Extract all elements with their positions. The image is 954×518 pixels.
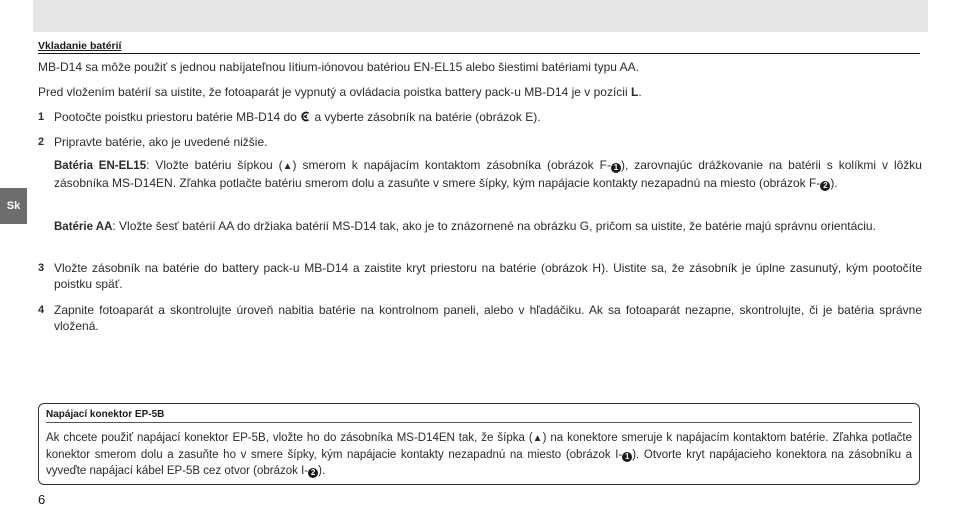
text-run: ) na konektore smeruje k napájacím kontaktom batérie. Zľahka potlačte konektor smerom dolu a zasuňte ho v smere šípky, kým napájacie kontakty nezapadnú na miesto (obrázok I- [46,432,912,461]
step-number: 4 [38,304,45,316]
note-text [46,430,912,479]
text-run: : Vložte batériu šípkou ( [146,158,283,172]
arrow-up-icon: ▲ [532,433,543,444]
text-run: : Vložte šesť batérií AA do držiaka batérií MS-D14 tak, ako je to znázornené na obrázku G, pričom sa uistite, že batérie majú správnu orientáciu. [112,219,876,233]
text-run: ). [318,465,326,477]
step-3 [38,260,922,292]
text-run: Ak chcete použiť napájací konektor EP-5B, vložte ho do zásobníka MS-D14EN tak, že šípka ( [46,432,533,444]
en-el15-label: Batéria EN-EL15 [54,160,147,172]
circled-number-1: 1 [611,163,621,173]
circled-number-2: 2 [820,181,830,191]
step-number: 1 [38,111,45,123]
language-tab: Sk [0,188,27,224]
aa-instructions [54,218,922,235]
aa-label: Batérie AA [54,221,113,233]
step-2 [38,134,922,150]
section-title: Vkladanie batérií [38,40,920,54]
en-el15-instructions [54,157,922,191]
arrow-up-icon: ▲ [282,161,293,172]
step-text: Vložte zásobník na batérie do battery pack-u MB-D14 a zaistite kryt priestoru na batérie (obrázok H). Uistite sa, že zásobník je úplne zasunutý, kým pootočíte poistku späť. [54,261,922,291]
step-1 [38,109,922,125]
note-box [38,403,920,485]
intro-paragraph: MB-D14 sa môže použiť s jednou nabíjateľnou lítium-iónovou batériou EN-EL15 alebo šiestimi batériami typu AA. [38,60,639,74]
step-4 [38,302,922,334]
circled-number-1: 1 [622,452,632,462]
text-run: ) smerom k napájacím kontaktom zásobníka (obrázok F- [292,158,611,172]
step-number: 3 [38,262,45,274]
step-text: Pootočte poistku priestoru batérie MB-D14 do [54,110,301,124]
step-text: Zapnite fotoaparát a skontrolujte úroveň nabitia batérie na kontrolnom paneli, alebo v hľadáčiku. Ak sa fotoaparát nezapne, skontrolujte, či je batéria správne vložená. [54,303,922,333]
text-run: ), zarovnajúc drážkovanie na batérii s kolíkmi v lôžku zásobníka MS-D14EN. Zľahka potlačte batériu smerom dolu a zasuňte v smere šípky, kým napájacie kontakty nezapadnú na miesto (obrázok F- [54,158,922,190]
lock-position-label: L [630,85,639,99]
precaution-text: Pred vložením batérií sa uistite, že fotoaparát je vypnutý a ovládacia poistka battery pack-u MB-D14 je v pozícii [38,85,631,99]
step-text-end: a vyberte zásobník na batérie (obrázok E). [311,110,541,124]
note-title: Napájací konektor EP-5B [46,409,912,423]
precaution-paragraph [38,84,922,100]
header-band [33,0,928,32]
page-number: 6 [38,492,46,507]
text-run: ). Otvorte kryt napájacieho konektora na zásobníku a vyveďte napájací kábel EP-5B cez otvor (obrázok I- [46,449,912,477]
text-run: ). [830,176,838,190]
circled-number-2: 2 [308,468,318,478]
step-number: 2 [38,136,45,148]
lock-release-icon [300,110,311,124]
precaution-end: . [638,85,642,99]
step-text: Pripravte batérie, ako je uvedené nižšie. [54,135,268,149]
